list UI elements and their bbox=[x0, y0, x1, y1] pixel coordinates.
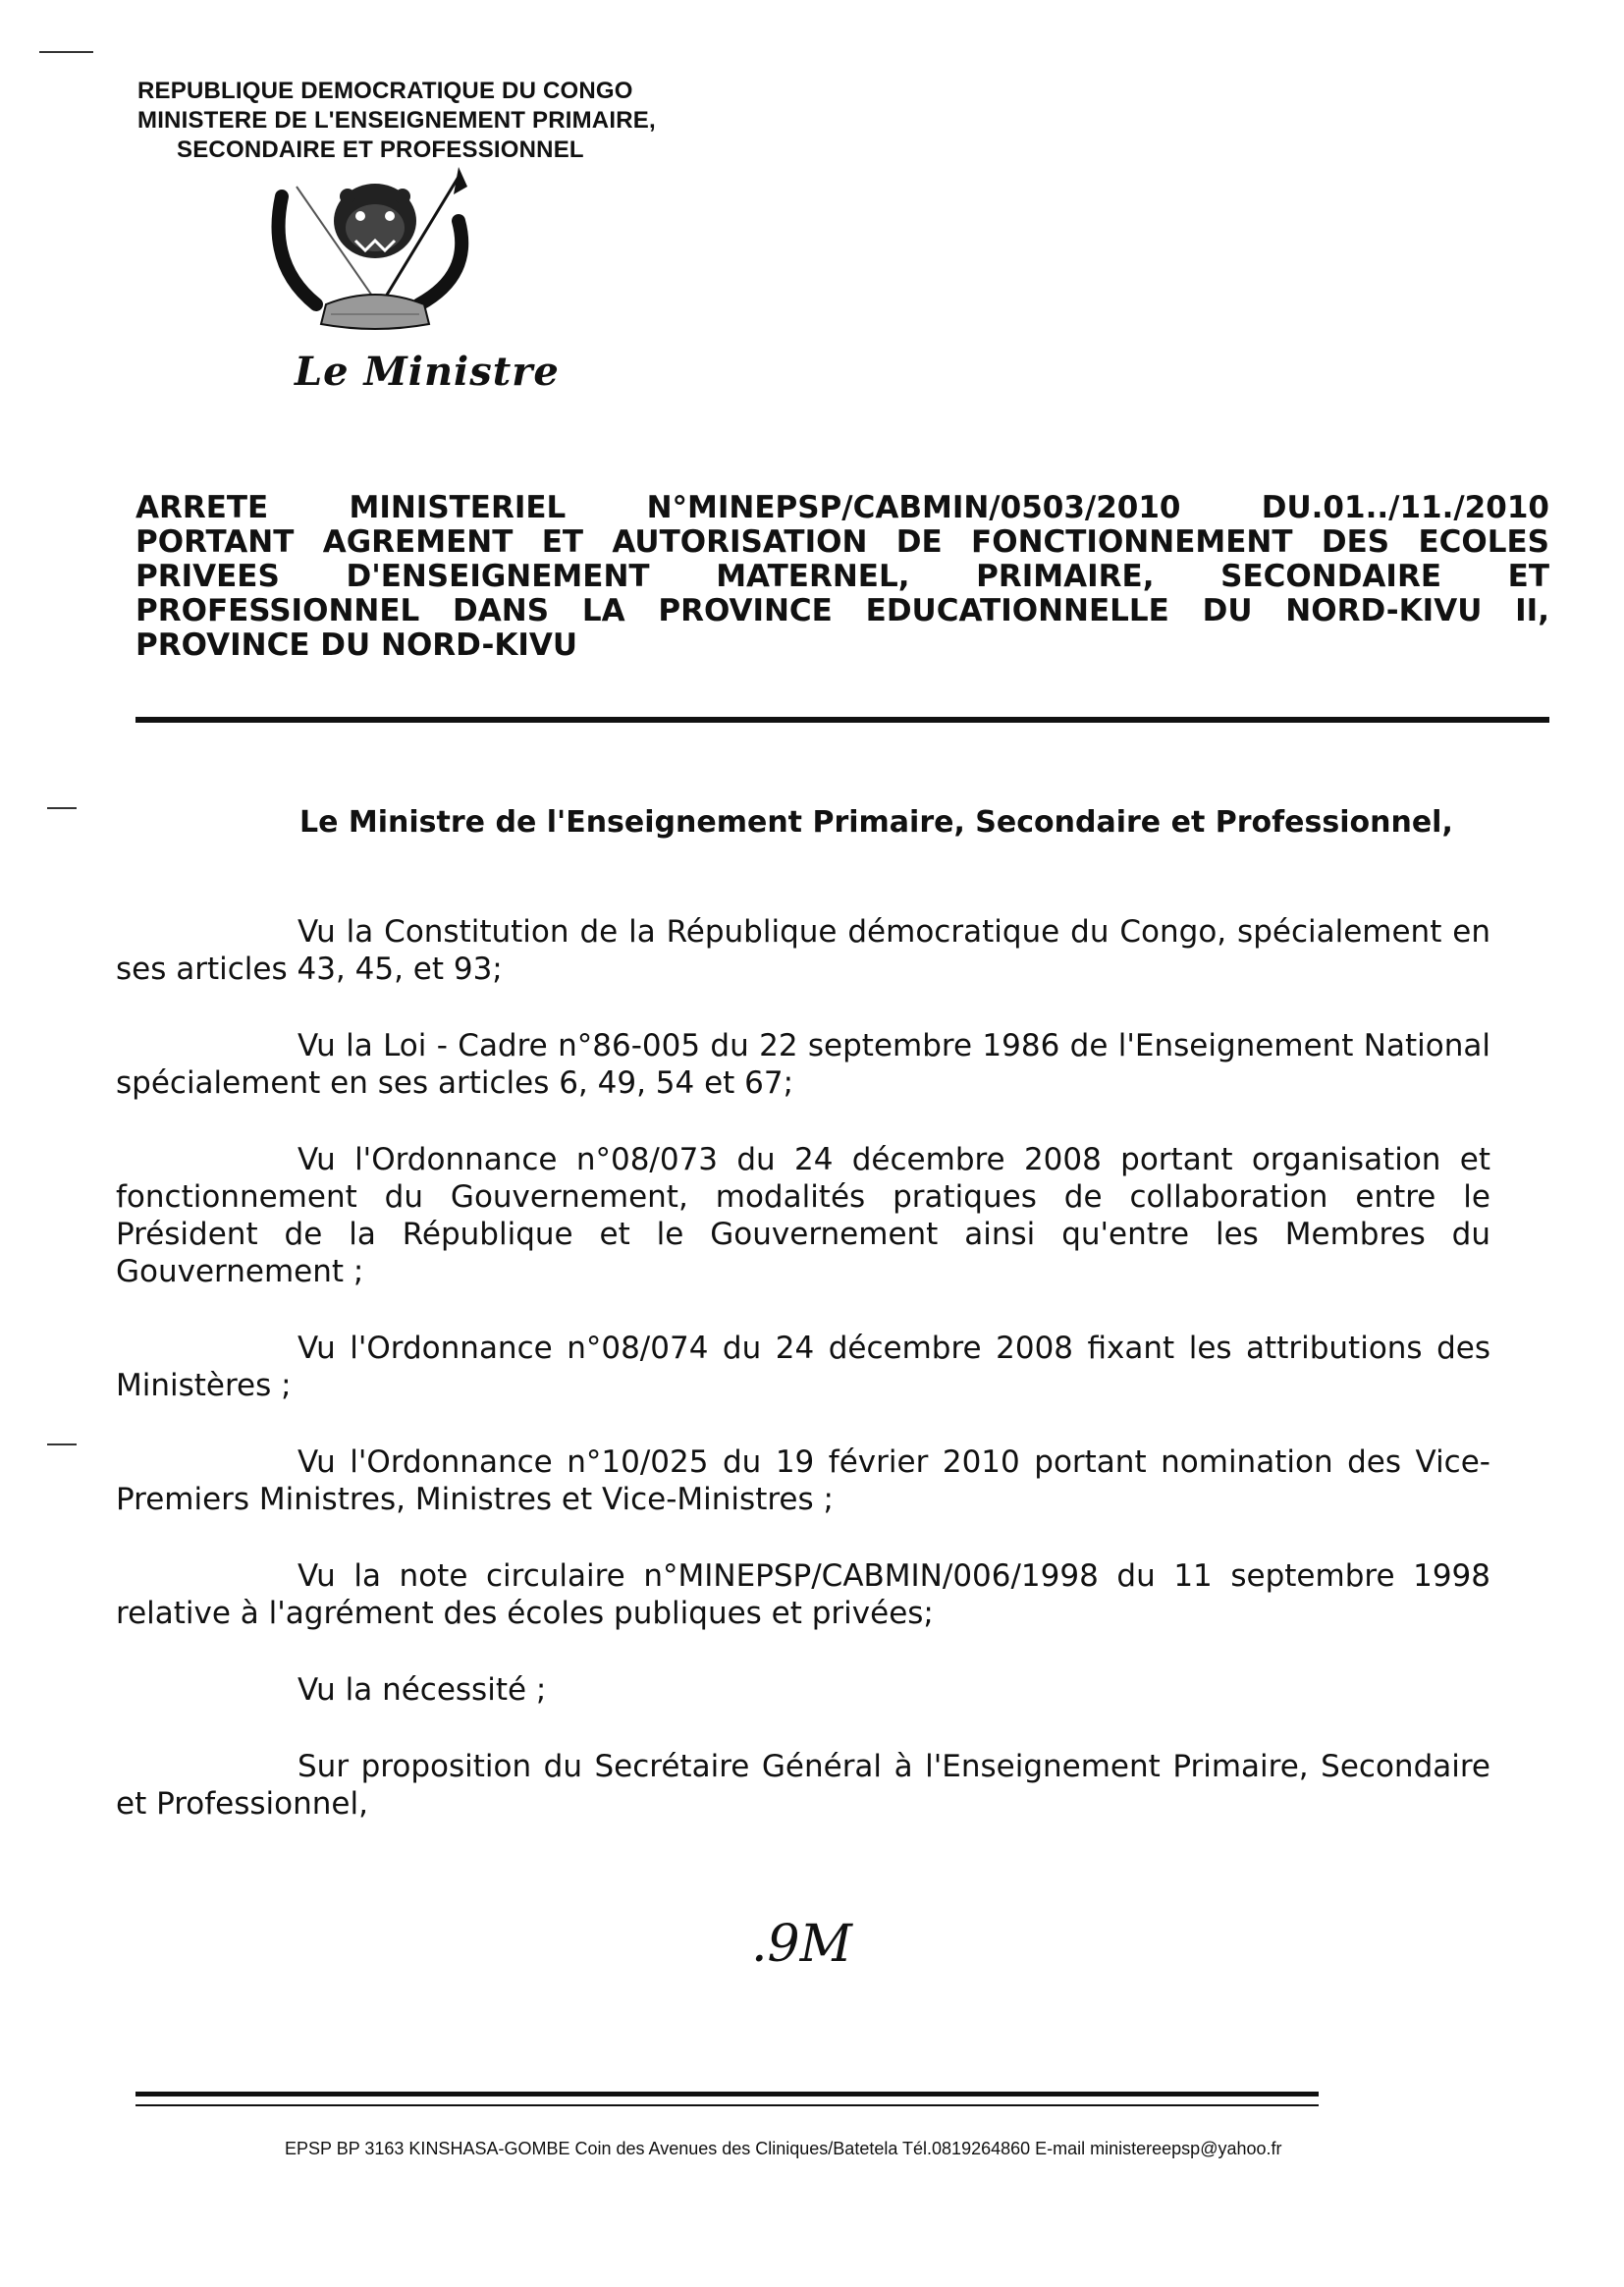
footer-divider bbox=[135, 2092, 1319, 2096]
decree-body bbox=[116, 913, 1490, 1862]
minister-script-title: Le Ministre bbox=[295, 349, 560, 395]
paragraph: Vu la note circulaire n°MINEPSP/CABMIN/006/1998 du 11 septembre 1998 relative à l'agrément des écoles publiques et privées; bbox=[116, 1558, 1490, 1631]
decree-word: MINISTERIEL bbox=[349, 490, 567, 525]
coat-of-arms-icon bbox=[257, 157, 493, 339]
footer-contact: EPSP BP 3163 KINSHASA-GOMBE Coin des Avenues des Cliniques/Batetela Tél.0819264860 E-mail ministereepsp@yahoo.fr bbox=[285, 2139, 1282, 2158]
decree-title-line1 bbox=[135, 491, 1549, 525]
paragraph: Vu la Loi - Cadre n°86-005 du 22 septembre 1986 de l'Enseignement National spécialement en ses articles 6, 49, 54 et 67; bbox=[116, 1028, 1490, 1101]
initials-signature: .9M bbox=[751, 1915, 852, 1974]
scan-mark bbox=[39, 51, 93, 53]
letterhead bbox=[137, 77, 746, 165]
decree-word: ARRETE bbox=[135, 490, 269, 525]
decree-title-line2: PORTANT AGREMENT ET AUTORISATION DE FONCTIONNEMENT DES ECOLES bbox=[135, 524, 1549, 560]
paragraph: Vu l'Ordonnance n°08/074 du 24 décembre 2008 fixant les attributions des Ministères ; bbox=[116, 1331, 1490, 1403]
paragraph: Vu la Constitution de la République démocratique du Congo, spécialement en ses articles 43, 45, et 93; bbox=[116, 914, 1490, 987]
paragraph: Vu la nécessité ; bbox=[298, 1672, 547, 1708]
letterhead-ministry: MINISTERE DE L'ENSEIGNEMENT PRIMAIRE, bbox=[137, 107, 656, 134]
paragraph: Sur proposition du Secrétaire Général à l'Enseignement Primaire, Secondaire et Professionnel, bbox=[116, 1749, 1490, 1822]
paragraph: Vu l'Ordonnance n°08/073 du 24 décembre 2008 portant organisation et fonctionnement du Gouvernement, modalités pratiques de collaboration entre le Président de la République et le Gouvernement ainsi qu'entre les Membres du Gouvernement ; bbox=[116, 1142, 1490, 1289]
paragraph: Vu l'Ordonnance n°10/025 du 19 février 2010 portant nomination des Vice-Premiers Ministres, Ministres et Vice-Ministres ; bbox=[116, 1444, 1490, 1517]
decree-title-line4: PROFESSIONNEL DANS LA PROVINCE EDUCATIONNELLE DU NORD-KIVU II, bbox=[135, 593, 1549, 628]
letterhead-ministry-cont: SECONDAIRE ET PROFESSIONNEL bbox=[177, 136, 584, 163]
letterhead-country: REPUBLIQUE DEMOCRATIQUE DU CONGO bbox=[137, 78, 633, 104]
decree-title bbox=[135, 491, 1549, 663]
decree-date: DU.01../11./2010 bbox=[1261, 490, 1549, 525]
decree-number: N°MINEPSP/CABMIN/0503/2010 bbox=[646, 490, 1181, 525]
scan-mark bbox=[47, 1443, 77, 1445]
scan-mark bbox=[47, 807, 77, 809]
decree-title-line5: PROVINCE DU NORD-KIVU bbox=[135, 627, 578, 663]
footer-divider-thin bbox=[135, 2104, 1319, 2106]
minister-heading: Le Ministre de l'Enseignement Primaire, Secondaire et Professionnel, bbox=[299, 805, 1453, 840]
divider bbox=[135, 717, 1549, 723]
decree-title-line3: PRIVEES D'ENSEIGNEMENT MATERNEL, PRIMAIRE, SECONDAIRE ET bbox=[135, 559, 1549, 594]
